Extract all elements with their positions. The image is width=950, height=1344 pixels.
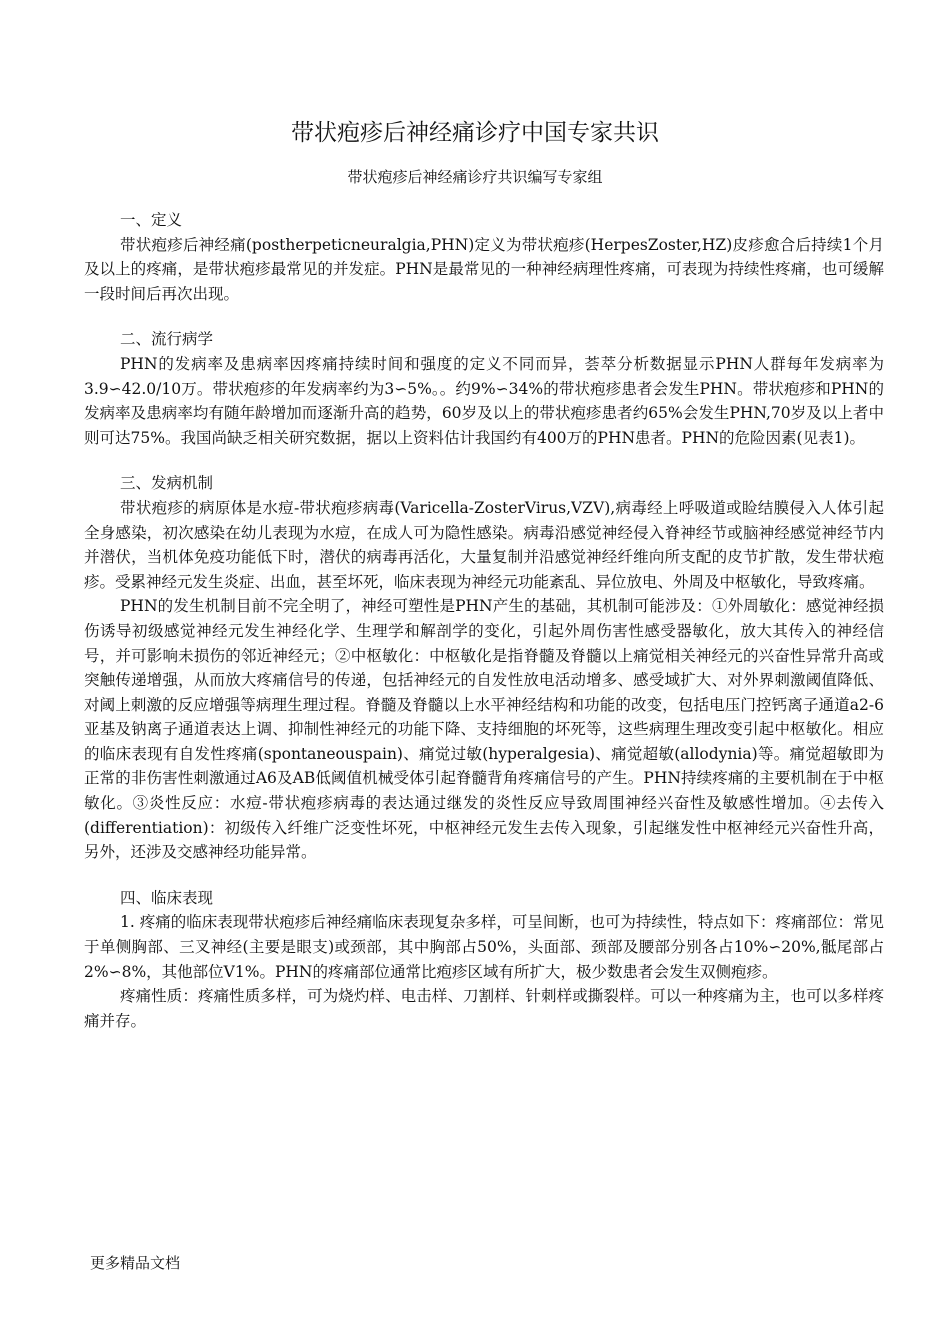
document-author: 带状疱疹后神经痛诊疗共识编写专家组 — [347, 168, 603, 186]
section-paragraph: 带状疱疹后神经痛(postherpeticneuralgia,PHN)定义为带状疱疹(HerpesZoster,HZ)皮疹愈合后持续1个月及以上的疼痛，是带状疱疹最常见的并发症。PHN是最常见的一种神经病理性疼痛，可表现为持续性疼痛，也可缓解一段时间后再次出现。 — [84, 235, 884, 303]
section-paragraph: PHN的发病率及患病率因疼痛持续时间和强度的定义不同而异，荟萃分析数据显示PHN人群每年发病率为3.9∽42.0/10万。带状疱疹的年发病率约为3∽5%。。约9%∽34%的带状疱疹患者会发生PHN。带状疱疹和PHN的发病率及患病率均有随年龄增加而逐渐升高的趋势，60岁及以上的带状疱疹患者约65%会发生PHN,70岁及以上者中则可达75%。我国尚缺乏相关研究数据，据以上资料估计我国约有400万的PHN患者。PHN的危险因素(见表1)。 — [84, 354, 884, 447]
section-heading: 二、流行病学 — [120, 330, 214, 349]
section-paragraph: 疼痛性质：疼痛性质多样，可为烧灼样、电击样、刀割样、针刺样或撕裂样。可以一种疼痛为主，也可以多样疼痛并存。 — [84, 987, 884, 1030]
document-title: 带状疱疹后神经痛诊疗中国专家共识 — [291, 120, 659, 146]
section-heading: 一、定义 — [120, 211, 183, 229]
section-heading: 四、临床表现 — [120, 888, 214, 907]
section-pathogenesis — [84, 471, 884, 865]
section-epidemiology — [84, 327, 884, 450]
document-body — [84, 208, 884, 1054]
footer-text: 更多精品文档 — [90, 1254, 181, 1272]
section-definition — [84, 208, 884, 306]
section-paragraph: 带状疱疹的病原体是水痘-带状疱疹病毒(Varicella-ZosterVirus,VZV),病毒经上呼吸道或睑结膜侵入人体引起全身感染，初次感染在幼儿表现为水痘，在成人可为隐性感染。病毒沿感觉神经侵入脊神经节或脑神经感觉神经节内并潜伏，当机体免疫功能低下时，潜伏的病毒再活化，大量复制并沿感觉神经纤维向所支配的皮节扩散，发生带状疱疹。受累神经元发生炎症、出血，甚至坏死，临床表现为神经元功能紊乱、异位放电、外周及中枢敏化，导致疼痛。 — [84, 498, 884, 591]
section-paragraph: 1. 疼痛的临床表现带状疱疹后神经痛临床表现复杂多样，可呈间断，也可为持续性，特点如下：疼痛部位：常见于单侧胸部、三叉神经(主要是眼支)或颈部，其中胸部占50%，头面部、颈部及腰部分别各占10%∽20%,骶尾部占2%∽8%，其他部位V1%。PHN的疼痛部位通常比疱疹区域有所扩大，极少数患者会发生双侧疱疹。 — [84, 913, 884, 981]
section-heading: 三、发病机制 — [120, 474, 214, 493]
section-clinical-manifestation — [84, 886, 884, 1034]
section-paragraph: PHN的发生机制目前不完全明了，神经可塑性是PHN产生的基础，其机制可能涉及：①外周敏化：感觉神经损伤诱导初级感觉神经元发生神经化学、生理学和解剖学的变化，引起外周伤害性感受器敏化，放大其传入的神经信号，并可影响未损伤的邻近神经元；②中枢敏化：中枢敏化是指脊髓及脊髓以上痛觉相关神经元的兴奋性异常升高或突触传递增强，从而放大疼痛信号的传递，包括神经元的自发性放电活动增多、感受域扩大、对外界刺激阈值降低、对阈上刺激的反应增强等病理生理过程。脊髓及脊髓以上水平神经结构和功能的改变，包括电压门控钙离子通道a2-6亚基及钠离子通道表达上调、抑制性神经元的功能下降、支持细胞的坏死等，这些病理生理改变引起中枢敏化。相应的临床表现有自发性疼痛(spontaneouspain)、痛觉过敏(hyperalgesia)、痛觉超敏(allodynia)等。痛觉超敏即为正常的非伤害性刺激通过A6及AB低阈值机械受体引起脊髓背角疼痛信号的产生。PHN持续疼痛的主要机制在于中枢敏化。③炎性反应：水痘-带状疱疹病毒的表达通过继发的炎性反应导致周围神经兴奋性及敏感性增加。④去传入(differentiation)：初级传入纤维广泛变性坏死，中枢神经元发生去传入现象，引起继发性中枢神经元兴奋性升高，另外，还涉及交感神经功能异常。 — [84, 597, 884, 862]
